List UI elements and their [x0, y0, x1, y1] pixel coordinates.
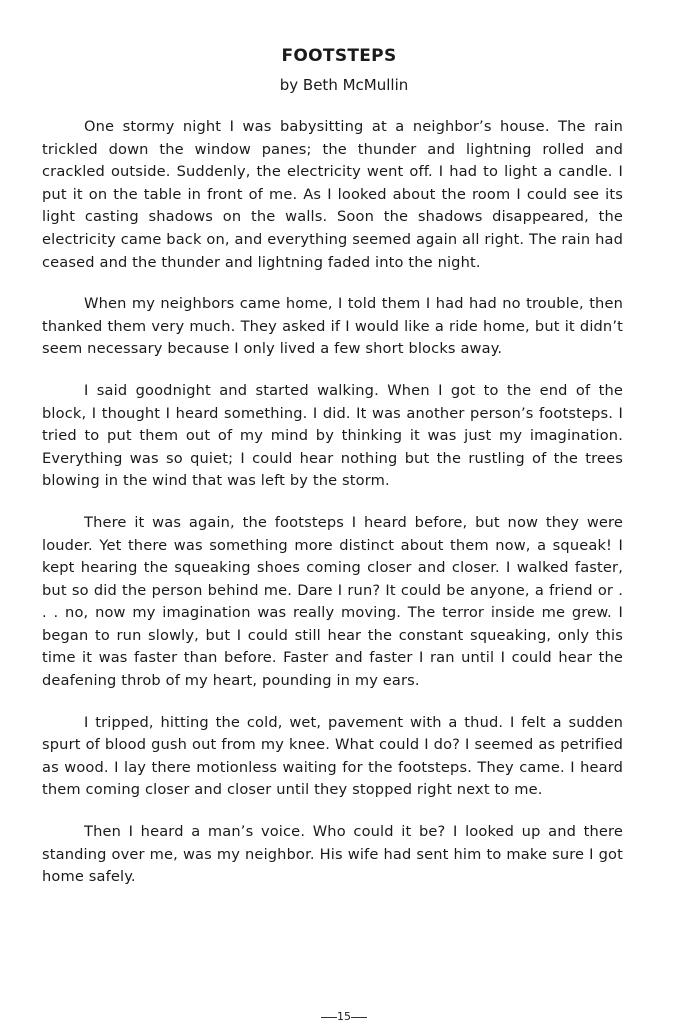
- paragraph: When my neighbors came home, I told them I had had no trouble, then thanked them very much. They asked if I would like a ride home, but it didn’t seem necessary because I only lived a few short blocks away.: [42, 295, 623, 358]
- page-number: [0, 1010, 678, 1023]
- page-number-value: 15: [337, 1010, 351, 1023]
- paragraph: I tripped, hitting the cold, wet, pavement with a thud. I felt a sudden spurt of blood gush out from my knee. What could I do? I seemed as petrified as wood. I lay there motionless waiting for the footsteps. They came. I heard them coming closer and closer until they stopped right next to me.: [42, 713, 623, 799]
- paragraph: I said goodnight and started walking. When I got to the end of the block, I thought I heard something. I did. It was another person’s footsteps. I tried to put them out of my mind by thinking it was just my imagination. Everything was so quiet; I could hear nothing but the rustling of the trees blowing in the wind that was left by the storm.: [42, 381, 623, 490]
- story-body: [42, 116, 623, 908]
- story-title: FOOTSTEPS: [281, 46, 397, 66]
- folio-dash-left: [321, 1017, 337, 1018]
- folio-dash-right: [351, 1017, 367, 1018]
- paragraph: There it was again, the footsteps I heard before, but now they were louder. Yet there was something more distinct about them now, a squeak! I kept hearing the squeaking shoes coming closer and closer. I walked faster, but so did the person behind me. Dare I run? It could be anyone, a friend or . . . no, now my imagination was really moving. The terror inside me grew. I began to run slowly, but I could still hear the constant squeaking, only this time it was faster than before. Faster and faster I ran until I could hear the deafening throb of my heart, pounding in my ears.: [42, 513, 623, 690]
- paragraph: Then I heard a man’s voice. Who could it be? I looked up and there standing over me, was my neighbor. His wife had sent him to make sure I got home safely.: [42, 823, 623, 886]
- paragraph: One stormy night I was babysitting at a neighbor’s house. The rain trickled down the window panes; the thunder and lightning rolled and crackled outside. Suddenly, the electricity went off. I had to light a candle. I put it on the table in front of me. As I looked about the room I could see its light casting shadows on the walls. Soon the shadows disappeared, the electricity came back on, and everything seemed again all right. The rain had ceased and the thunder and lightning faded into the night.: [42, 118, 623, 271]
- story-byline: by Beth McMullin: [279, 76, 409, 94]
